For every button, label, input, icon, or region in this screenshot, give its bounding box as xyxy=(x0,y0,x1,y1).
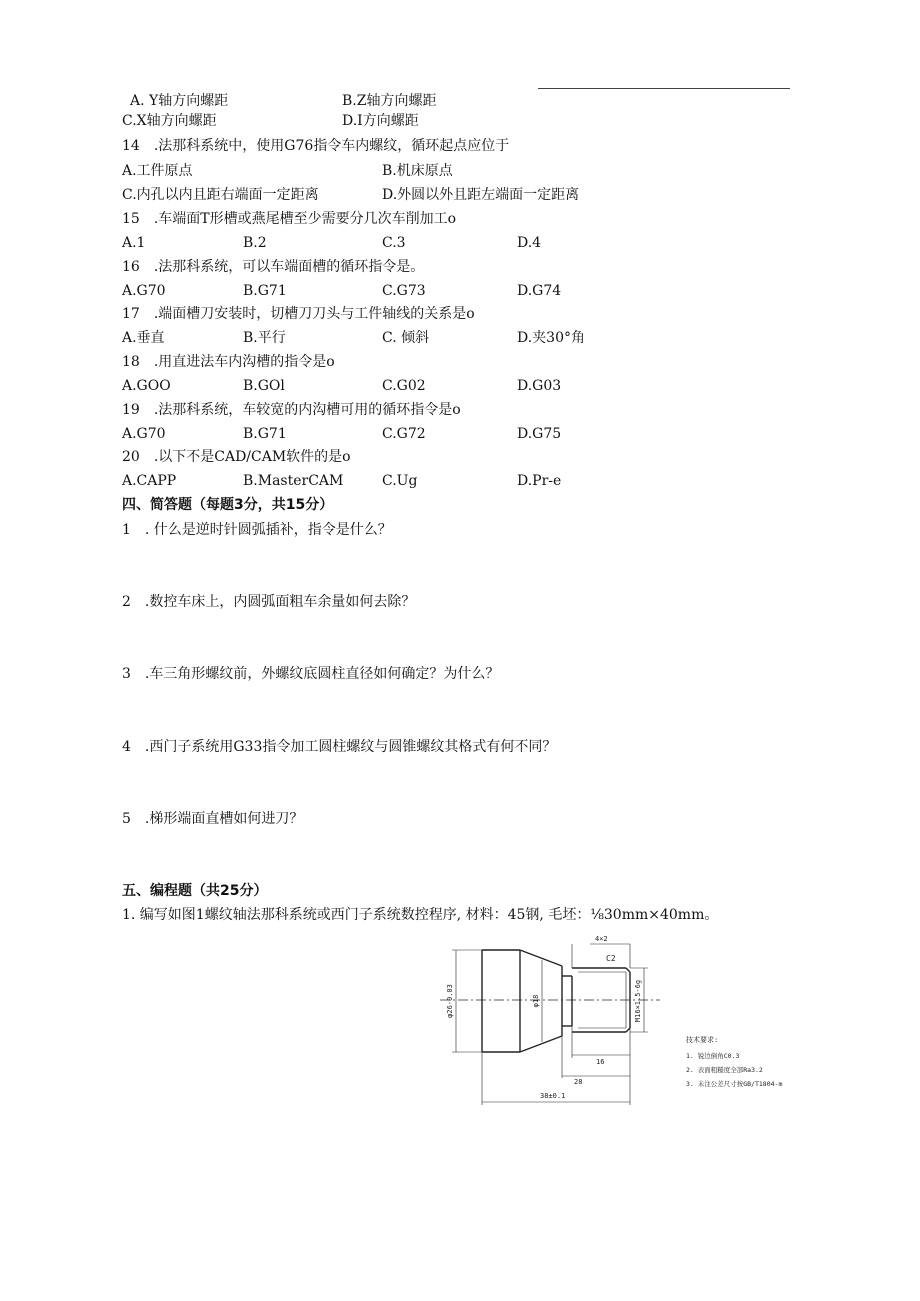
question-stem: 18 .用直进法车内沟槽的指令是o xyxy=(122,354,335,370)
option-b: B.平行 xyxy=(243,330,286,346)
option-c: C.内孔以内且距右端面一定距离 xyxy=(122,187,319,203)
option-c: C. 倾斜 xyxy=(382,330,430,346)
section-title: 五、编程题（共25分） xyxy=(122,883,268,899)
option-a: A.G70 xyxy=(122,426,166,442)
option-a: A.CAPP xyxy=(122,473,177,489)
option-b: B.G71 xyxy=(243,283,287,299)
header-rule xyxy=(538,88,790,89)
option-d: D.夹30°角 xyxy=(517,330,585,346)
short-answer-item: 4 .西门子系统用G33指令加工圆柱螺纹与圆锥螺纹其格式有何不同？ xyxy=(122,739,557,755)
option-c: C.G72 xyxy=(382,426,426,442)
option-b: B.GOl xyxy=(243,378,285,394)
option-d: D.外圆以外且距左端面一定距离 xyxy=(382,187,580,203)
question-stem: 20 .以下不是CAD/CAM软件的是o xyxy=(122,449,351,465)
tech-requirement: 1. 锐边倒角C0.3 xyxy=(686,1052,740,1060)
option-c: C.G02 xyxy=(382,378,426,394)
tech-requirement: 2. 表面粗糙度全部Ra3.2 xyxy=(686,1066,763,1074)
option-b: B.G71 xyxy=(243,426,287,442)
question-stem: 15 .车端面T形槽或燕尾槽至少需要分几次车削加工o xyxy=(122,211,457,227)
q13-option-d: D.I方向螺距 xyxy=(342,113,419,129)
dim-inner-diameter: φ18 xyxy=(532,994,540,1008)
option-a: A.工件原点 xyxy=(122,163,193,179)
option-a: A.GOO xyxy=(122,378,171,394)
threaded-shaft-drawing xyxy=(440,930,800,1110)
option-a: A.垂直 xyxy=(122,330,165,346)
dim-length-16: 16 xyxy=(596,1058,605,1066)
option-a: A.G70 xyxy=(122,283,166,299)
section-title: 四、简答题（每题3分，共15分） xyxy=(122,497,334,513)
short-answer-item: 5 .梯形端面直槽如何进刀？ xyxy=(122,811,304,827)
q13-option-a: A. Y轴方向螺距 xyxy=(130,93,229,109)
option-c: C.3 xyxy=(382,235,406,251)
dim-groove: 4×2 xyxy=(595,935,608,943)
short-answer-item: 3 .车三角形螺纹前，外螺纹底圆柱直径如何确定？为什么？ xyxy=(122,666,500,682)
dim-length-38: 38±0.1 xyxy=(540,1092,566,1100)
option-c: C.G73 xyxy=(382,283,426,299)
dim-thread: M16×1.5-6g xyxy=(634,979,642,1023)
question-stem: 16 .法那科系统，可以车端面槽的循环指令是。 xyxy=(122,259,425,275)
question-stem: 19 .法那科系统，车较宽的内沟槽可用的循环指令是o xyxy=(122,402,461,418)
tech-requirements-title: 技术要求: xyxy=(686,1036,719,1044)
dim-length-28: 28 xyxy=(574,1078,583,1086)
dim-chamfer: C2 xyxy=(606,954,616,963)
option-d: D.G75 xyxy=(517,426,562,442)
option-c: C.Ug xyxy=(382,473,418,489)
option-d: D.G03 xyxy=(517,378,562,394)
option-b: B.MasterCAM xyxy=(243,473,344,489)
question-stem: 14 .法那科系统中，使用G76指令车内螺纹，循环起点应位于 xyxy=(122,138,510,154)
programming-question: 1. 编写如图1螺纹轴法那科系统或西门子系统数控程序, 材料：45钢, 毛坯：⅛30mm×40mm。 xyxy=(122,907,719,923)
tech-requirement: 3. 未注公差尺寸按GB/T1804-m xyxy=(686,1080,783,1088)
question-stem: 17 .端面槽刀安装时，切槽刀刀头与工件轴线的关系是o xyxy=(122,306,475,322)
q13-option-b: B.Z轴方向螺距 xyxy=(342,93,437,109)
short-answer-item: 1 . 什么是逆时针圆弧插补，指令是什么？ xyxy=(122,522,392,538)
option-b: B.机床原点 xyxy=(382,163,453,179)
option-d: D.4 xyxy=(517,235,542,251)
option-a: A.1 xyxy=(122,235,146,251)
option-b: B.2 xyxy=(243,235,267,251)
q13-option-c: C.X轴方向螺距 xyxy=(122,113,217,129)
option-d: D.G74 xyxy=(517,283,562,299)
option-d: D.Pr-e xyxy=(517,473,562,489)
dim-outer-diameter: φ26-0.03 xyxy=(446,984,454,1018)
short-answer-item: 2 .数控车床上，内圆弧面粗车余量如何去除？ xyxy=(122,594,416,610)
